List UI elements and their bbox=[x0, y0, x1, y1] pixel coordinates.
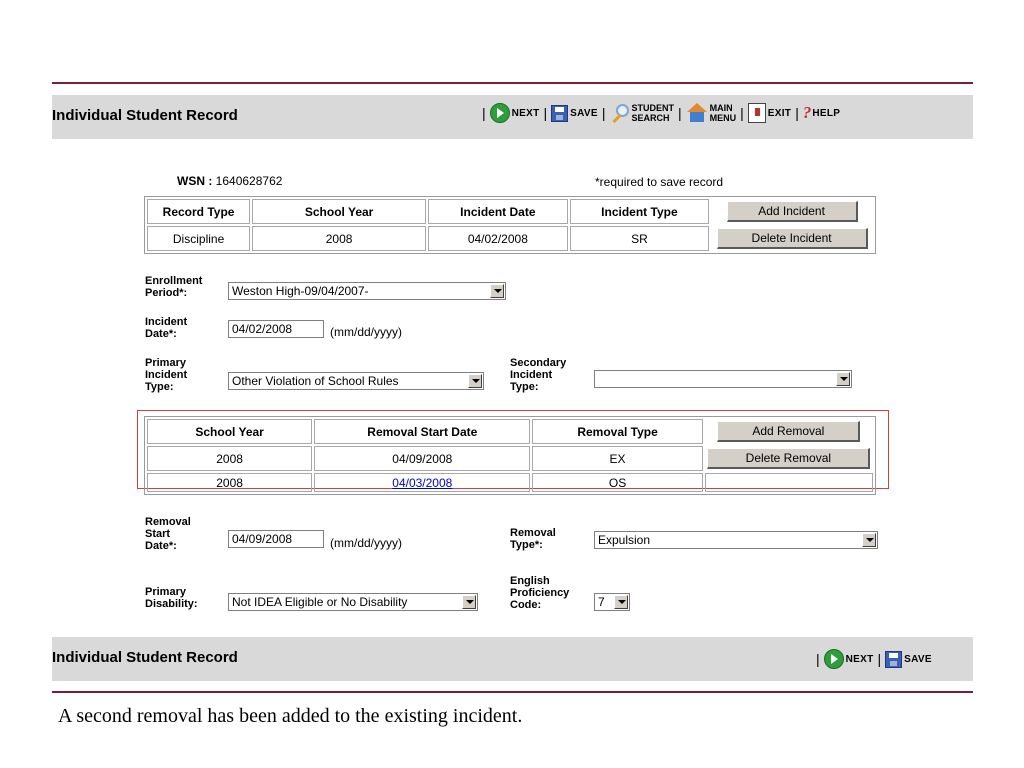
col-school-year: School Year bbox=[252, 199, 426, 224]
removal-type-label: Removal Type*: bbox=[510, 527, 556, 551]
incident-table bbox=[144, 196, 876, 254]
cell-removal-school-year: 2008 bbox=[147, 446, 312, 471]
exit-door-icon bbox=[748, 103, 766, 123]
cell-removal-start-date-link[interactable] bbox=[314, 473, 530, 492]
chevron-down-icon bbox=[490, 284, 504, 298]
page-title: Individual Student Record bbox=[52, 107, 238, 124]
delete-removal-button[interactable]: Delete Removal bbox=[707, 448, 870, 469]
table-row bbox=[147, 226, 873, 251]
delete-incident-button[interactable]: Delete Incident bbox=[717, 228, 868, 249]
table-row bbox=[147, 473, 873, 492]
primary-incident-type-label: Primary Incident Type: bbox=[145, 357, 188, 393]
exit-button[interactable]: EXIT bbox=[748, 103, 791, 123]
enrollment-select[interactable]: Weston High-09/04/2007- bbox=[228, 282, 506, 300]
cell-school-year: 2008 bbox=[252, 226, 426, 251]
primary-disability-select[interactable]: Not IDEA Eligible or No Disability bbox=[228, 593, 478, 611]
incident-date-label: Incident Date*: bbox=[145, 316, 188, 340]
footer-toolbar: | NEXT | SAVE bbox=[816, 651, 932, 667]
chevron-down-icon bbox=[468, 374, 482, 388]
cell-removal-type: OS bbox=[532, 473, 702, 492]
secondary-incident-type-select[interactable] bbox=[594, 370, 852, 388]
slide-caption: A second removal has been added to the existing incident. bbox=[58, 705, 523, 727]
cell-removal-type: EX bbox=[532, 446, 702, 471]
magnifier-icon bbox=[610, 103, 630, 123]
secondary-incident-type-label: Secondary Incident Type: bbox=[510, 357, 567, 393]
header-bar bbox=[52, 95, 973, 139]
add-removal-button[interactable]: Add Removal bbox=[717, 421, 860, 442]
header-toolbar: | NEXT | SAVE | STUDENT SEARCH | MAIN MENU | EXIT | ? HELP bbox=[482, 103, 841, 123]
wsn-label: WSN : bbox=[177, 174, 213, 188]
next-button[interactable]: NEXT bbox=[490, 103, 540, 123]
footer-title: Individual Student Record bbox=[52, 649, 238, 666]
date-format-hint: (mm/dd/yyyy) bbox=[330, 536, 402, 550]
removal-date-link[interactable]: 04/03/2008 bbox=[392, 475, 453, 490]
primary-disability-label: Primary Disability: bbox=[145, 586, 198, 610]
wsn-line bbox=[177, 174, 282, 188]
chevron-down-icon bbox=[614, 595, 628, 609]
footer-save-button[interactable]: SAVE bbox=[885, 651, 932, 668]
home-icon bbox=[686, 103, 708, 123]
save-button[interactable]: SAVE bbox=[551, 105, 598, 122]
cell-removal-start-date: 04/09/2008 bbox=[314, 446, 530, 471]
bottom-rule bbox=[52, 691, 973, 693]
floppy-disk-icon bbox=[551, 105, 568, 122]
table-row bbox=[147, 446, 873, 471]
top-rule bbox=[52, 82, 973, 84]
footer-bar bbox=[52, 637, 973, 681]
removal-type-select[interactable]: Expulsion bbox=[594, 531, 878, 549]
next-arrow-icon bbox=[824, 649, 844, 669]
cell-incident-type: SR bbox=[570, 226, 710, 251]
enrollment-label: Enrollment Period*: bbox=[145, 275, 203, 299]
add-incident-button[interactable]: Add Incident bbox=[727, 201, 858, 222]
floppy-disk-icon bbox=[885, 651, 902, 668]
required-note: *required to save record bbox=[595, 175, 724, 189]
wsn-value: 1640628762 bbox=[215, 174, 283, 188]
cell-removal-school-year: 2008 bbox=[147, 473, 312, 492]
date-format-hint: (mm/dd/yyyy) bbox=[330, 325, 402, 339]
incident-table-header bbox=[147, 199, 873, 224]
incident-date-input[interactable]: 04/02/2008 bbox=[228, 320, 324, 338]
cell-record-type: Discipline bbox=[147, 226, 250, 251]
removal-table-header bbox=[147, 419, 873, 444]
chevron-down-icon bbox=[862, 533, 876, 547]
next-arrow-icon bbox=[490, 103, 510, 123]
col-removal-type: Removal Type bbox=[532, 419, 702, 444]
student-search-button[interactable]: STUDENT SEARCH bbox=[610, 103, 675, 123]
removal-start-date-label: Removal Start Date*: bbox=[145, 516, 191, 552]
removal-table bbox=[144, 416, 876, 495]
chevron-down-icon bbox=[836, 372, 850, 386]
col-record-type: Record Type bbox=[147, 199, 250, 224]
cell-incident-date: 04/02/2008 bbox=[428, 226, 568, 251]
english-proficiency-label: English Proficiency Code: bbox=[510, 575, 570, 611]
chevron-down-icon bbox=[462, 595, 476, 609]
removal-start-date-input[interactable]: 04/09/2008 bbox=[228, 530, 324, 548]
col-removal-school-year: School Year bbox=[147, 419, 312, 444]
help-icon: ? bbox=[802, 103, 812, 122]
col-incident-type: Incident Type bbox=[570, 199, 710, 224]
col-incident-date: Incident Date bbox=[428, 199, 568, 224]
main-menu-button[interactable]: MAIN MENU bbox=[686, 103, 737, 123]
help-button[interactable]: ? HELP bbox=[802, 103, 841, 122]
english-proficiency-select[interactable]: 7 bbox=[594, 593, 630, 611]
primary-incident-type-select[interactable]: Other Violation of School Rules bbox=[228, 372, 484, 390]
footer-next-button[interactable]: NEXT bbox=[824, 649, 874, 669]
col-removal-start-date: Removal Start Date bbox=[314, 419, 530, 444]
